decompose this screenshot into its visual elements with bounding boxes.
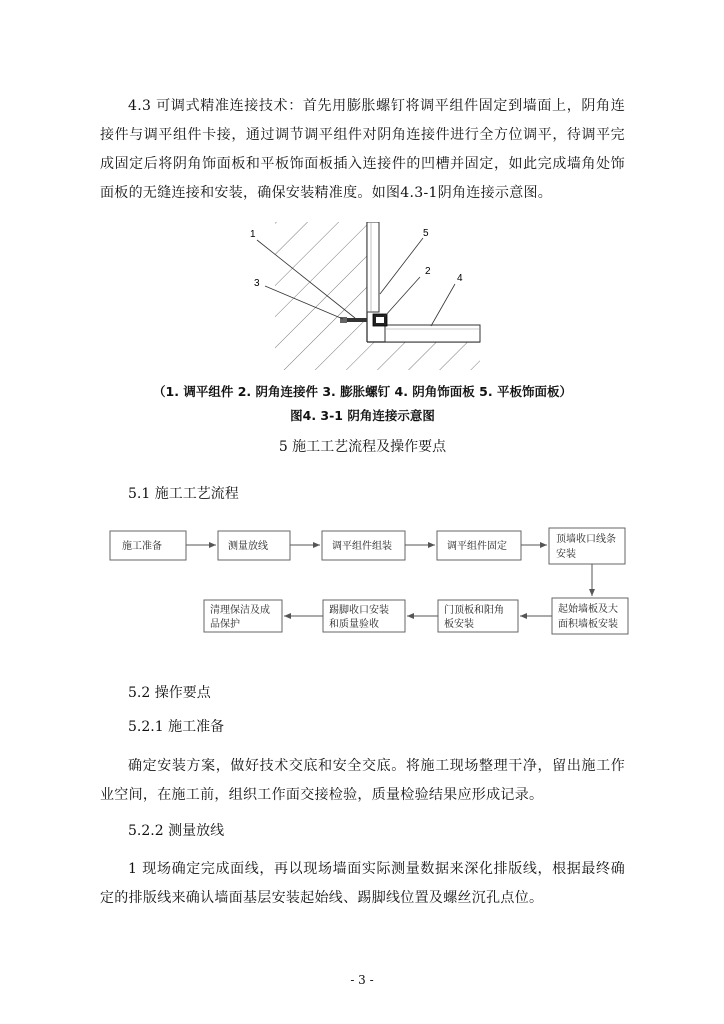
leader-4	[431, 284, 455, 326]
corner-panel	[385, 325, 480, 342]
flow-box-9-text-line2: 品保护	[210, 619, 240, 630]
flow-box-8-text-line2: 和质量验收	[329, 619, 379, 630]
flow-box-7-text-line2: 板安装	[444, 619, 474, 630]
flow-box-3-text: 调平组件组装	[332, 541, 392, 552]
leader-5	[380, 238, 423, 294]
heading-5-2: 5.2 操作要点	[128, 685, 211, 701]
flow-box-9-text-line1: 清理保洁及成	[210, 605, 270, 616]
section-5-title: 5 施工工艺流程及操作要点	[278, 439, 447, 455]
paragraph-4-3: 4.3 可调式精准连接技术：首先用膨胀螺钉将调平组件固定到墙面上，阴角连接件与调平组件卡接，通过调节调平组件对阴角连接件进行全方位调平，待调平完成固定后将阴角饰面板和平板饰面板插入连接件的凹槽并固定，如此完成墙角处饰面板的无缝连接和安装，确保安装精准度。如图4.3-1阴角连接示意图。	[100, 98, 625, 201]
flow-box-1-text: 施工准备	[122, 541, 162, 552]
flow-box-5-text-line1: 顶墙收口线条	[556, 534, 616, 545]
expansion-screw	[345, 318, 367, 322]
corner-connection-figure	[245, 222, 485, 370]
heading-5-2-2: 5.2.2 测量放线	[128, 823, 225, 839]
callout-2: 2	[425, 266, 431, 277]
callout-4: 4	[457, 273, 463, 284]
flow-box-8-text-line1: 踢脚收口安装	[329, 605, 389, 616]
paragraph-5-2-1: 确定安装方案，做好技术交底和安全交底。将施工现场整理干净，留出施工作业空间，在施工前，组织工作面交接检验，质量检验结果应形成记录。	[100, 758, 625, 803]
flow-box-6-text-line2: 面积墙板安装	[558, 619, 618, 630]
callout-1: 1	[250, 229, 256, 240]
flow-box-7-text-line1: 门顶板和阳角	[444, 605, 504, 616]
leader-2	[385, 277, 420, 316]
flowchart-svg	[100, 520, 630, 645]
corner-connection-drawing	[245, 222, 485, 370]
callout-3: 3	[254, 278, 260, 289]
callout-5: 5	[423, 228, 429, 239]
flow-box-6-text-line1: 起始墙板及大	[558, 604, 618, 615]
flat-panel	[367, 222, 379, 312]
figure-caption: 图4. 3-1 阴角连接示意图	[290, 408, 435, 423]
figure-legend: （1. 调平组件 2. 阴角连接件 3. 膨胀螺钉 4. 阴角饰面板 5. 平板饰面板）	[153, 384, 572, 399]
flow-box-4-text: 调平组件固定	[447, 541, 507, 552]
heading-5-1: 5.1 施工工艺流程	[128, 486, 239, 502]
flow-box-2-text: 测量放线	[228, 541, 268, 552]
heading-5-2-1: 5.2.1 施工准备	[128, 719, 225, 735]
flow-box-5-text-line2: 安装	[556, 549, 576, 560]
process-flowchart	[100, 520, 630, 645]
page-number: - 3 -	[350, 973, 374, 987]
paragraph-5-2-2: 1 现场确定完成面线，再以现场墙面实际测量数据来深化排版线，根据最终确定的排版线来确认墙面基层安装起始线、踢脚线位置及螺丝沉孔点位。	[100, 861, 625, 906]
connector-slot	[376, 317, 384, 323]
